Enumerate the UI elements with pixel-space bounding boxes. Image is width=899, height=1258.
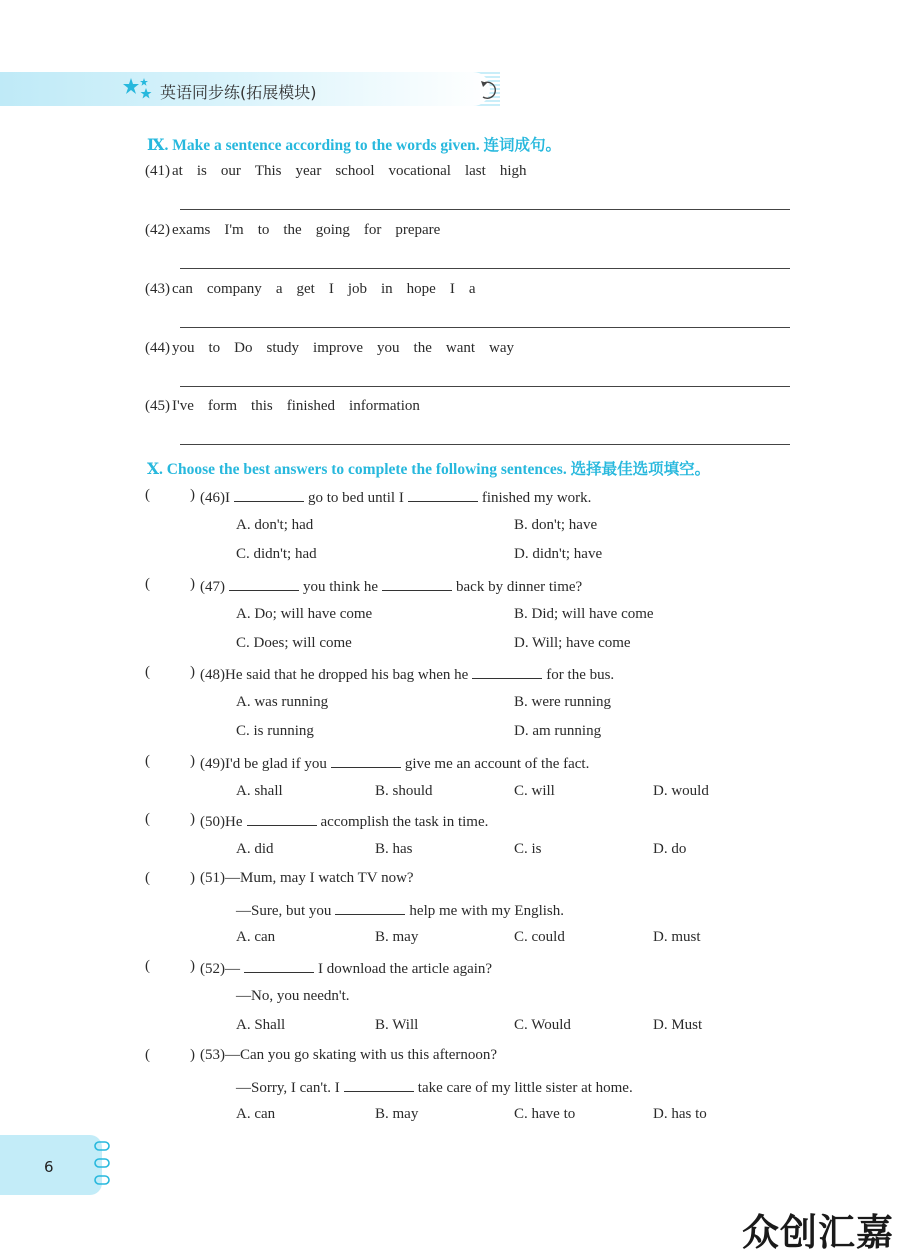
scrambled-word: get (296, 281, 315, 297)
scrambled-word: exams (172, 222, 211, 238)
answer-line[interactable] (180, 386, 790, 387)
section-9-title: Ⅸ. Make a sentence according to the words given. 连词成句。 (147, 137, 561, 154)
question-stem (200, 487, 591, 507)
option-a[interactable]: A. Do; will have come (236, 605, 373, 622)
header-title: 英语同步练(拓展模块) (160, 83, 317, 102)
stem-text: for the bus. (546, 667, 615, 683)
scrambled-word: I've (172, 398, 194, 414)
answer-line[interactable] (180, 209, 790, 210)
sentence-question (145, 398, 434, 415)
stem-text: you think he (303, 579, 378, 595)
dialogue-line (236, 1077, 633, 1097)
question-number: (43) (145, 281, 170, 297)
option-d[interactable]: D. would (653, 782, 709, 799)
scrambled-word: a (275, 281, 283, 297)
answer-paren-left: ( (145, 487, 150, 503)
scrambled-word: information (349, 398, 420, 414)
answer-paren-left: ( (145, 1047, 150, 1063)
scrambled-word: for (363, 222, 382, 238)
question-number: (52) (200, 961, 225, 977)
answer-paren-right: ) (190, 811, 195, 827)
fill-blank[interactable] (382, 576, 452, 591)
scrambled-word: our (220, 163, 241, 179)
scrambled-word: to (208, 340, 221, 356)
question-number: (50) (200, 814, 225, 830)
option-d[interactable]: D. am running (514, 723, 602, 739)
fill-blank[interactable] (472, 664, 542, 679)
scrambled-word: company (206, 281, 262, 297)
scrambled-word: in (380, 281, 393, 297)
answer-paren-left: ( (145, 870, 150, 886)
sentence-question (145, 163, 541, 180)
answer-paren-right: ) (190, 753, 195, 769)
stem-text: —Mum, may I watch TV now? (225, 870, 414, 886)
scrambled-word: This (254, 163, 282, 179)
answer-paren-left: ( (145, 753, 150, 769)
stem-text: I'd be glad if you (225, 756, 327, 772)
scrambled-word: want (445, 340, 476, 356)
answer-paren-left: ( (145, 664, 150, 680)
answer-line[interactable] (180, 268, 790, 269)
option-d[interactable]: D. Must (653, 1017, 703, 1033)
section-10-title: Ⅹ. Choose the best answers to complete the following sentences. 选择最佳选项填空。 (147, 461, 711, 478)
stem-text: go to bed until I (308, 490, 404, 506)
question-number: (44) (145, 340, 170, 356)
question-stem (200, 811, 488, 831)
question-number: (45) (145, 398, 170, 414)
question-stem (200, 870, 414, 887)
scrambled-word: you (172, 340, 195, 356)
answer-paren-left: ( (145, 576, 150, 592)
answer-paren-left: ( (145, 958, 150, 974)
stars-icon (122, 76, 156, 107)
question-number: (46) (200, 490, 225, 506)
scrambled-word: vocational (388, 163, 451, 179)
scrambled-word: Do (234, 340, 253, 356)
answer-paren-right: ) (190, 1047, 195, 1063)
scrambled-word: to (257, 222, 270, 238)
option-c[interactable]: C. didn't; had (236, 546, 317, 562)
fill-blank[interactable] (408, 487, 478, 502)
question-number: (48) (200, 667, 225, 683)
stem-text: —Can you go skating with us this afternoon? (225, 1047, 498, 1063)
fill-blank[interactable] (247, 811, 317, 826)
answer-paren-right: ) (190, 487, 195, 503)
scrambled-word: job (347, 281, 367, 297)
fill-blank[interactable] (331, 753, 401, 768)
question-number: (49) (200, 756, 225, 772)
question-number: (51) (200, 870, 225, 886)
scrambled-word: form (207, 398, 238, 414)
svg-text:众创汇嘉: 众创汇嘉 (742, 1211, 894, 1253)
fill-blank[interactable] (229, 576, 299, 591)
question-stem (200, 958, 492, 978)
option-d[interactable]: D. didn't; have (514, 546, 603, 562)
option-a[interactable]: A. did (236, 840, 274, 857)
stem-text: I (225, 490, 230, 506)
dialogue-line (236, 900, 564, 920)
scrambled-word: can (172, 281, 193, 297)
stem-text: I download the article again? (318, 961, 493, 977)
option-c[interactable]: C. will (514, 782, 555, 799)
stem-text: finished my work. (481, 490, 592, 506)
scrambled-word: school (335, 163, 375, 179)
option-a[interactable]: A. don't; had (236, 516, 314, 533)
scrambled-word: you (377, 340, 400, 356)
scrambled-word: the (283, 222, 302, 238)
answer-line[interactable] (180, 444, 790, 445)
fill-blank[interactable] (344, 1077, 414, 1092)
scrambled-word: study (266, 340, 300, 356)
scrambled-word: last (464, 163, 486, 179)
option-d[interactable]: D. must (653, 929, 701, 945)
stem-text: He said that he dropped his bag when he (225, 667, 469, 683)
scrambled-word: improve (313, 340, 364, 356)
scrambled-word: way (489, 340, 515, 356)
stem-text: accomplish the task in time. (320, 814, 489, 830)
stem-text: — (225, 961, 240, 977)
dialogue-line: —No, you needn't. (236, 987, 350, 1004)
option-b[interactable]: B. may (375, 929, 419, 945)
stem-text: help me with my English. (409, 902, 564, 919)
option-a[interactable]: A. can (236, 929, 276, 945)
option-a[interactable]: A. was running (236, 693, 329, 710)
watermark-logo (742, 1207, 899, 1258)
option-c[interactable]: C. Would (514, 1017, 571, 1033)
answer-paren-right: ) (190, 576, 195, 592)
curved-arrow-icon (478, 80, 500, 107)
sentence-question (145, 340, 528, 357)
scrambled-word: this (251, 398, 273, 414)
stem-text: —Sure, but you (236, 902, 332, 919)
option-b[interactable]: B. may (375, 1106, 419, 1122)
question-number: (41) (145, 163, 170, 179)
option-d[interactable]: D. do (653, 840, 687, 857)
stem-text: back by dinner time? (456, 579, 583, 595)
option-c[interactable]: C. Does; will come (236, 635, 352, 651)
scrambled-word: at (172, 163, 183, 179)
page-number: 6 (44, 1158, 54, 1176)
question-number: (47) (200, 579, 225, 595)
answer-paren-left: ( (145, 811, 150, 827)
stem-text: He (225, 814, 243, 830)
option-c[interactable]: C. could (514, 929, 565, 945)
binder-rings-icon (92, 1140, 112, 1195)
answer-paren-right: ) (190, 958, 195, 974)
scrambled-word: is (196, 163, 207, 179)
question-number: (53) (200, 1047, 225, 1063)
question-stem (200, 576, 582, 596)
stem-text: —Sorry, I can't. I (236, 1079, 340, 1096)
scrambled-word: prepare (395, 222, 441, 238)
option-a[interactable]: A. Shall (236, 1017, 286, 1033)
option-a[interactable]: A. can (236, 1106, 276, 1122)
scrambled-word: finished (286, 398, 336, 414)
question-stem (200, 1047, 497, 1064)
option-c[interactable]: C. have to (514, 1106, 576, 1122)
fill-blank[interactable] (244, 958, 314, 973)
scrambled-word: hope (406, 281, 436, 297)
option-b[interactable]: B. Did; will have come (514, 605, 654, 622)
question-number: (42) (145, 222, 170, 238)
sentence-question (145, 281, 490, 298)
fill-blank[interactable] (335, 900, 405, 915)
option-d[interactable]: D. Will; have come (514, 635, 631, 651)
fill-blank[interactable] (234, 487, 304, 502)
sentence-question (145, 222, 454, 239)
question-stem (200, 753, 589, 773)
scrambled-word: I (328, 281, 334, 297)
option-b[interactable]: B. don't; have (514, 516, 598, 533)
scrambled-word: going (315, 222, 350, 238)
answer-paren-right: ) (190, 870, 195, 886)
option-b[interactable]: B. Will (375, 1017, 419, 1033)
answer-paren-right: ) (190, 664, 195, 680)
stem-text: give me an account of the fact. (404, 756, 590, 772)
option-b[interactable]: B. has (375, 840, 413, 857)
answer-line[interactable] (180, 327, 790, 328)
option-c[interactable]: C. is (514, 840, 542, 857)
stem-text: take care of my little sister at home. (417, 1079, 633, 1096)
scrambled-word: a (468, 281, 476, 297)
option-a[interactable]: A. shall (236, 782, 283, 799)
scrambled-word: high (499, 163, 527, 179)
scrambled-word: I'm (224, 222, 244, 238)
scrambled-word: the (413, 340, 432, 356)
scrambled-word: year (295, 163, 322, 179)
option-b[interactable]: B. were running (514, 693, 612, 710)
option-d[interactable]: D. has to (653, 1106, 707, 1122)
scrambled-word: I (449, 281, 455, 297)
option-b[interactable]: B. should (375, 782, 433, 799)
option-c[interactable]: C. is running (236, 723, 314, 739)
question-stem (200, 664, 614, 684)
